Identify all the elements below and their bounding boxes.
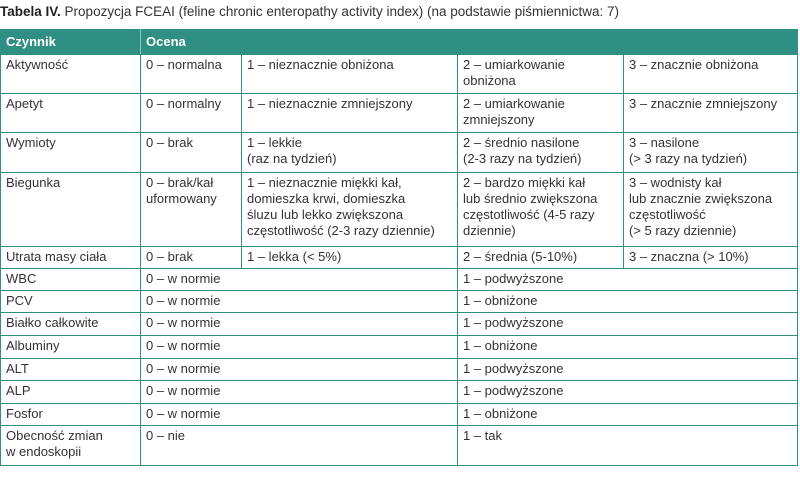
table-cell: 0 – w normie: [141, 359, 458, 381]
table-cell: 3 – nasilone (> 3 razy na tydzień): [624, 133, 798, 173]
table-cell: 0 – brak/kał uformowany: [141, 173, 242, 247]
row-label: PCV: [1, 291, 141, 313]
table-cell: 3 – wodnisty kał lub znacznie zwiększona częstotliwość (> 5 razy dziennie): [624, 173, 798, 247]
table-cell: 1 – nieznacznie zmniejszony: [242, 94, 458, 133]
table-cell: 1 – podwyższone: [458, 359, 798, 381]
row-label: ALP: [1, 381, 141, 404]
table-row: [1, 133, 798, 173]
table-cell: 2 – średnia (5-10%): [458, 247, 624, 269]
table-cell: 0 – brak: [141, 247, 242, 269]
table-row: [1, 336, 798, 359]
table-cell: 0 – w normie: [141, 404, 458, 426]
table-row: [1, 291, 798, 313]
row-label: Obecność zmian w endoskopii: [1, 426, 141, 466]
table-row: [1, 269, 798, 291]
table-row: [1, 404, 798, 426]
table-cell: 1 – obniżone: [458, 336, 798, 359]
table-cell: 0 – w normie: [141, 269, 458, 291]
table-cell: 0 – normalny: [141, 94, 242, 133]
table-cell: 1 – lekka (< 5%): [242, 247, 458, 269]
table-caption: [0, 2, 800, 28]
row-label: Albuminy: [1, 336, 141, 359]
row-label: Apetyt: [1, 94, 141, 133]
row-label: WBC: [1, 269, 141, 291]
table-row: [1, 313, 798, 336]
table-cell: 3 – znaczna (> 10%): [624, 247, 798, 269]
table-cell: 2 – bardzo miękki kał lub średnio zwiększona częstotliwość (4-5 razy dziennie): [458, 173, 624, 247]
table-cell: 0 – nie: [141, 426, 458, 466]
row-label: Utrata masy ciała: [1, 247, 141, 269]
caption-text: Propozycja FCEAI (feline chronic enteropathy activity index) (na podstawie piśmiennictwa: 7): [60, 4, 620, 19]
row-label: Białko całkowite: [1, 313, 141, 336]
table-cell: 1 – tak: [458, 426, 798, 466]
table-row: [1, 426, 798, 466]
table-cell: 0 – w normie: [141, 313, 458, 336]
table-header-row: [1, 30, 798, 55]
fceai-table: [0, 29, 798, 466]
table-row: [1, 55, 798, 94]
table-row: [1, 247, 798, 269]
table-cell: 1 – podwyższone: [458, 269, 798, 291]
row-label: ALT: [1, 359, 141, 381]
table-row: [1, 173, 798, 247]
table-cell: 3 – znacznie obniżona: [624, 55, 798, 94]
row-label: Biegunka: [1, 173, 141, 247]
header-score: Ocena: [141, 30, 798, 55]
table-cell: 1 – nieznacznie obniżona: [242, 55, 458, 94]
caption-label: Tabela IV.: [0, 4, 61, 19]
table-cell: 1 – obniżone: [458, 291, 798, 313]
table-cell: 1 – podwyższone: [458, 313, 798, 336]
table-cell: 0 – w normie: [141, 381, 458, 404]
header-factor: Czynnik: [1, 30, 141, 55]
table-cell: 1 – obniżone: [458, 404, 798, 426]
table-cell: 1 – nieznacznie miękki kał, domieszka krwi, domieszka śluzu lub lekko zwiększona częstotliwość (2-3 razy dziennie): [242, 173, 458, 247]
table-cell: 1 – lekkie (raz na tydzień): [242, 133, 458, 173]
table-cell: 2 – umiarkowanie zmniejszony: [458, 94, 624, 133]
table-cell: 0 – w normie: [141, 291, 458, 313]
table-row: [1, 94, 798, 133]
table-cell: 2 – umiarkowanie obniżona: [458, 55, 624, 94]
table-cell: 2 – średnio nasilone (2-3 razy na tydzień): [458, 133, 624, 173]
table-row: [1, 381, 798, 404]
row-label: Wymioty: [1, 133, 141, 173]
row-label: Aktywność: [1, 55, 141, 94]
row-label: Fosfor: [1, 404, 141, 426]
table-row: [1, 359, 798, 381]
table-cell: 0 – w normie: [141, 336, 458, 359]
table-cell: 0 – brak: [141, 133, 242, 173]
table-cell: 1 – podwyższone: [458, 381, 798, 404]
table-cell: 3 – znacznie zmniejszony: [624, 94, 798, 133]
table-cell: 0 – normalna: [141, 55, 242, 94]
